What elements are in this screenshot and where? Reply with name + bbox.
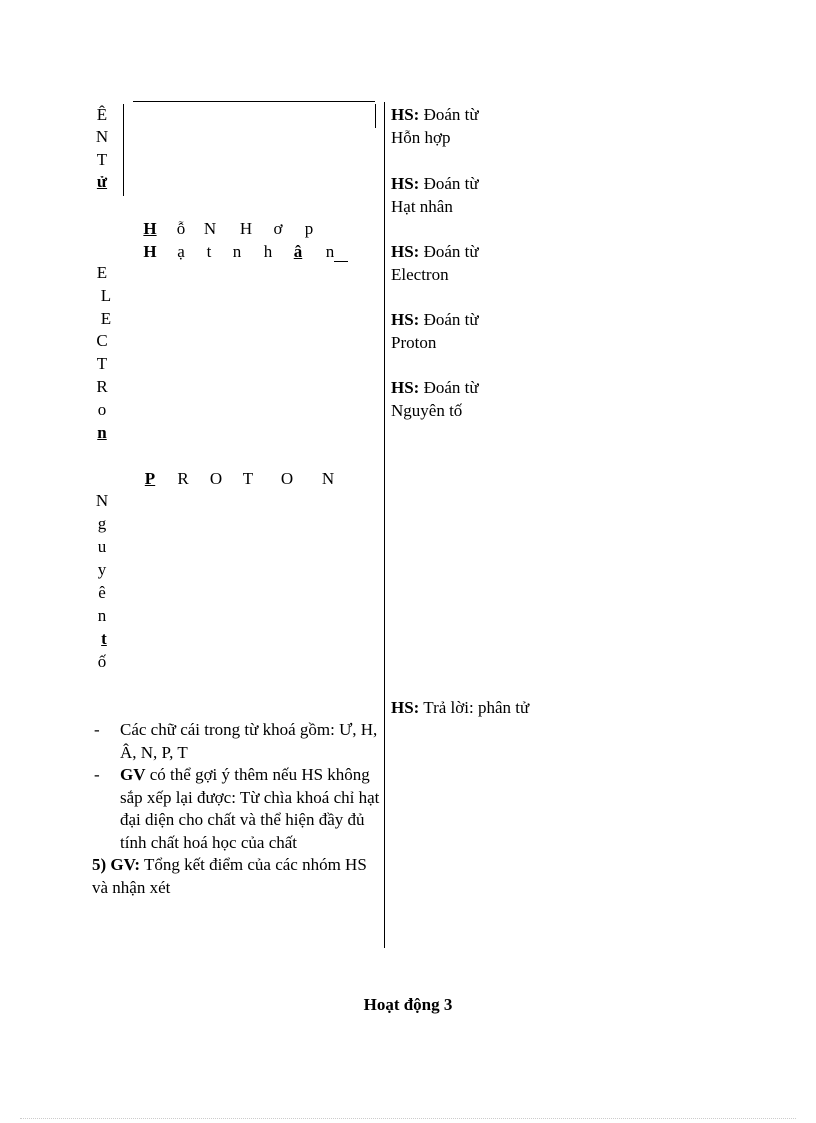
grid-char-key: â xyxy=(293,242,303,261)
vchar: T xyxy=(96,354,108,373)
bullet-bold: GV xyxy=(120,765,146,784)
hs-answer: Hỗn hợp xyxy=(391,127,451,147)
vchar: y xyxy=(97,560,107,579)
vchar: Ê xyxy=(96,105,108,124)
vchar: u xyxy=(97,537,107,556)
hs-answer: Electron xyxy=(391,264,449,284)
hs-label: HS: xyxy=(391,310,420,329)
vchar: E xyxy=(96,263,108,282)
grid-char: N xyxy=(203,219,217,238)
vchar-key: n xyxy=(97,423,107,442)
bullet-item xyxy=(92,764,380,854)
grid-char: O xyxy=(209,469,223,488)
grid-char: ỗ xyxy=(176,219,186,238)
hs-text: Đoán từ xyxy=(419,310,479,329)
page-bottom-edge xyxy=(20,1118,796,1119)
hs-label: HS: xyxy=(391,174,420,193)
hs-label: HS: xyxy=(391,378,420,397)
hs-text: Đoán từ xyxy=(419,378,479,397)
hs-final-answer xyxy=(391,697,529,720)
step-label: 5) GV: xyxy=(92,855,141,874)
teacher-notes xyxy=(92,719,380,899)
grid-char-key: P xyxy=(144,469,156,488)
vchar: g xyxy=(97,514,107,533)
grid-left-border xyxy=(123,104,124,196)
grid-right-border xyxy=(375,104,376,128)
grid-char: ơ xyxy=(273,219,283,238)
vchar: T xyxy=(96,150,108,169)
grid-char: O xyxy=(280,469,294,488)
vchar: E xyxy=(100,309,112,328)
hs-answer: Proton xyxy=(391,332,437,352)
vchar: R xyxy=(96,377,108,396)
vchar: ê xyxy=(98,583,106,602)
vchar-key: t xyxy=(101,629,107,648)
section-title: Hoạt động 3 xyxy=(363,995,453,1014)
bullet-dash: - xyxy=(94,765,100,784)
hs-text: Đoán từ xyxy=(419,174,479,193)
grid-char: H xyxy=(239,219,253,238)
vchar: o xyxy=(97,400,107,419)
grid-char-key: H xyxy=(143,219,157,238)
grid-blank-line xyxy=(334,261,348,262)
grid-char: n xyxy=(232,242,242,261)
hs-response xyxy=(391,173,479,218)
vchar: N xyxy=(95,491,109,510)
vchar: C xyxy=(96,331,108,350)
hs-label: HS: xyxy=(391,698,420,717)
hs-answer: Hạt nhân xyxy=(391,196,453,216)
grid-char: ạ xyxy=(177,242,185,261)
vchar: L xyxy=(100,286,112,305)
vchar: N xyxy=(95,127,109,146)
hs-answer: Nguyên tố xyxy=(391,400,463,420)
grid-char: n xyxy=(325,242,335,261)
step-5 xyxy=(92,854,380,899)
grid-char: H xyxy=(143,242,157,261)
hs-text: Đoán từ xyxy=(419,105,479,124)
grid-char: R xyxy=(177,469,189,488)
hs-response xyxy=(391,104,479,149)
grid-char: t xyxy=(206,242,212,261)
grid-char: p xyxy=(304,219,314,238)
grid-top-border xyxy=(133,101,375,102)
hs-label: HS: xyxy=(391,242,420,261)
bullet-item xyxy=(92,719,380,764)
hs-response xyxy=(391,241,479,286)
grid-char: N xyxy=(321,469,335,488)
bullet-text: có thể gợi ý thêm nếu HS không sắp xếp lại được: Từ chìa khoá chỉ hạt đại diện cho chất và thể hiện đầy đủ tính chất hoá học của chất xyxy=(120,765,380,852)
hs-label: HS: xyxy=(391,105,420,124)
hs-response xyxy=(391,377,479,422)
grid-char: h xyxy=(263,242,273,261)
hs-response xyxy=(391,309,479,354)
bullet-text: Các chữ cái trong từ khoá gồm: Ư, H, Â, N, P, T xyxy=(120,720,378,762)
bullet-dash: - xyxy=(94,720,100,739)
vchar-key: ử xyxy=(96,172,108,191)
hs-text: Đoán từ xyxy=(419,242,479,261)
column-divider xyxy=(384,102,385,948)
step-text: Tổng kết điểm của các nhóm HS và nhận xét xyxy=(92,855,367,897)
grid-char: T xyxy=(242,469,254,488)
vchar: n xyxy=(97,606,107,625)
hs-text: Trả lời: phân tử xyxy=(419,698,530,717)
vchar: ố xyxy=(97,652,107,671)
